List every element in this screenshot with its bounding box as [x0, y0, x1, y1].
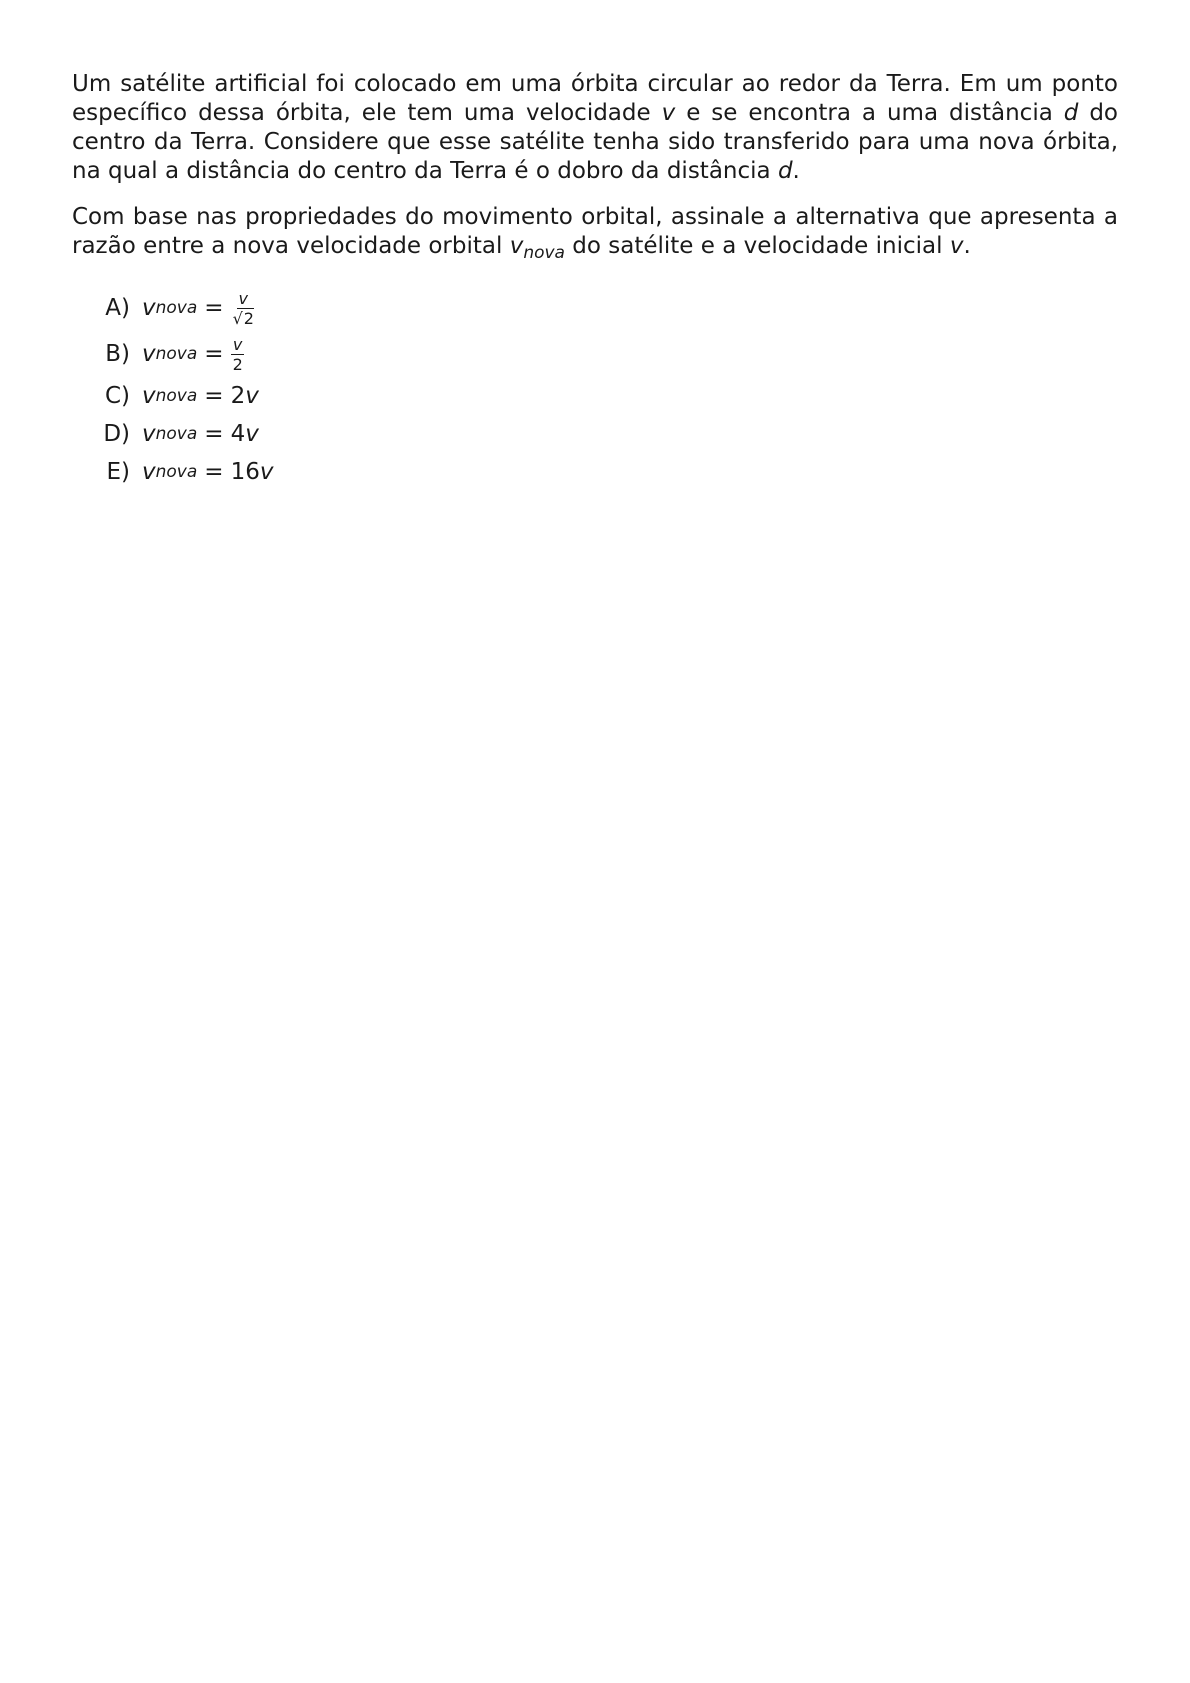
distance-symbol: d: [777, 158, 793, 184]
answer-options: [94, 285, 1118, 491]
option-a[interactable]: A) v nova = $\frac{v}{√2}$: [94, 285, 1118, 331]
option-b[interactable]: B) v nova = $\frac{v}{2}$: [94, 331, 1118, 377]
fraction-numerator: v: [232, 334, 243, 354]
fraction-denominator: 2: [232, 354, 243, 374]
velocity-symbol: v: [259, 459, 274, 485]
velocity-symbol: v: [142, 459, 156, 485]
option-label: A): [105, 295, 130, 321]
velocity-symbol: v: [142, 383, 156, 409]
equals-sign: =: [204, 341, 224, 367]
question-paragraph-2: [72, 203, 1118, 261]
velocity-subscript: nova: [523, 243, 565, 263]
radicand: 2: [243, 308, 254, 328]
equals-sign: =: [204, 421, 224, 447]
option-e[interactable]: E) v nova = 16 v: [94, 453, 1118, 491]
fraction: [231, 336, 245, 373]
paragraph-text: do centro da Terra. Considere que esse satélite tenha sido transferido para uma nova órbita, na qual a distância do centro da Terra é o dobro da distância: [72, 100, 1119, 184]
option-label: D): [103, 421, 130, 447]
velocity-symbol: v: [245, 421, 259, 447]
equals-sign: =: [204, 295, 224, 321]
paragraph-text: .: [792, 158, 800, 184]
paragraph-text: Um satélite artificial foi colocado em uma órbita circular ao redor da Terra. Em um ponto específico dessa órbita, ele tem uma velocidade: [72, 71, 1118, 126]
fraction-numerator: v: [238, 288, 248, 308]
paragraph-text: e se encontra a uma distância: [675, 100, 1064, 126]
option-label: C): [104, 383, 130, 409]
velocity-symbol: v: [661, 100, 676, 126]
velocity-symbol: v: [245, 383, 259, 409]
option-label: B): [105, 341, 130, 367]
equals-sign: =: [204, 383, 224, 409]
coefficient: 16: [230, 459, 260, 485]
velocity-symbol: v: [142, 341, 156, 367]
velocity-symbol: v: [509, 233, 524, 259]
fraction: [231, 290, 256, 327]
coefficient: 4: [230, 421, 246, 447]
question-paragraph-1: [72, 70, 1118, 186]
option-label: E): [106, 459, 130, 485]
paragraph-text: Com base nas propriedades do movimento orbital, assinale a alternativa que apresenta a razão entre a nova velocidade orbital: [72, 204, 1118, 259]
velocity-symbol: v: [142, 295, 156, 321]
velocity-symbol: v: [142, 421, 156, 447]
equals-sign: =: [204, 459, 224, 485]
velocity-symbol: v: [949, 233, 964, 259]
paragraph-text: do satélite e a velocidade inicial: [564, 233, 950, 259]
fraction-denominator: [231, 309, 256, 327]
distance-symbol: d: [1063, 100, 1079, 126]
option-c[interactable]: C) v nova = 2 v: [94, 377, 1118, 415]
paragraph-text: .: [963, 233, 971, 259]
question-page: [72, 70, 1118, 491]
option-d[interactable]: D) v nova = 4 v: [94, 415, 1118, 453]
square-root-sign: √: [232, 308, 243, 328]
coefficient: 2: [230, 383, 246, 409]
